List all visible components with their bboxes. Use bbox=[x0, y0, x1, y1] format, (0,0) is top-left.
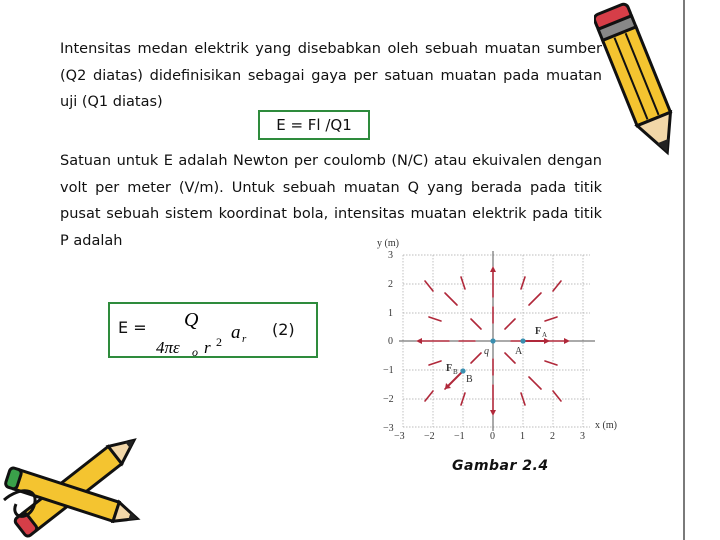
charge-point bbox=[490, 338, 495, 343]
pencil-body bbox=[603, 27, 671, 126]
force-b-label: F bbox=[446, 363, 453, 374]
text-line: volt per meter (V/m). Untuk sebuah muatan Q yang berada pada titik bbox=[60, 179, 602, 196]
force-a-label: F bbox=[535, 326, 542, 337]
pencils-clipart bbox=[0, 430, 160, 540]
x-tick: 1 bbox=[520, 431, 525, 442]
field-definition-formula: E = Fl /Q1 bbox=[258, 110, 370, 140]
denominator-r: r bbox=[204, 338, 211, 356]
numerator: Q bbox=[184, 309, 199, 331]
y-tick: 0 bbox=[388, 336, 393, 347]
equation-number: (2) bbox=[272, 320, 295, 339]
charge-label: q bbox=[484, 346, 489, 357]
text-line: uji (Q1 diatas) bbox=[60, 94, 163, 110]
x-axis-label: x (m) bbox=[595, 420, 617, 431]
y-tick: 1 bbox=[388, 308, 393, 319]
text-line: Satuan untuk E adalah Newton per coulomb (N/C) atau ekuivalen dengan bbox=[60, 153, 602, 169]
point-a-label: A bbox=[515, 346, 523, 357]
y-tick: −3 bbox=[383, 423, 394, 434]
unit-vector: a bbox=[231, 322, 241, 343]
denominator-main: 4πε bbox=[156, 338, 180, 356]
y-tick: −1 bbox=[383, 365, 394, 376]
x-tick: −1 bbox=[454, 431, 465, 442]
x-tick: 0 bbox=[490, 431, 495, 442]
text-line: Intensitas medan elektrik yang disebabkan oleh sebuah muatan sumber bbox=[60, 41, 602, 57]
text-line: P adalah bbox=[60, 232, 123, 249]
text-line: (Q2 diatas) didefinisikan sebagai gaya per satuan muatan pada muatan bbox=[60, 67, 602, 84]
x-tick: −2 bbox=[424, 431, 435, 442]
figure-caption: Gambar 2.4 bbox=[452, 458, 549, 474]
y-tick: 3 bbox=[388, 250, 393, 261]
pencil-clipart bbox=[594, 0, 684, 170]
text-line: pusat sebuah sistem koordinat bola, intensitas muatan elektrik pada titik bbox=[60, 206, 602, 222]
force-a-sub: A bbox=[542, 331, 548, 339]
y-axis-label: y (m) bbox=[377, 238, 399, 249]
point-b-label: B bbox=[466, 374, 473, 385]
formula-lhs: E = bbox=[118, 318, 147, 337]
x-tick: 3 bbox=[580, 431, 585, 442]
point-a bbox=[520, 338, 525, 343]
point-b bbox=[460, 368, 465, 373]
denominator-exp: 2 bbox=[216, 335, 222, 349]
denominator-sub: o bbox=[192, 345, 198, 356]
x-tick: −3 bbox=[394, 431, 405, 442]
unit-vector-sub: r bbox=[242, 333, 247, 345]
y-tick: 2 bbox=[388, 279, 393, 290]
field-diagram bbox=[355, 233, 630, 443]
force-b-sub: B bbox=[453, 368, 458, 376]
x-tick: 2 bbox=[550, 431, 555, 442]
intro-paragraph bbox=[60, 36, 602, 116]
y-tick: −2 bbox=[383, 394, 394, 405]
